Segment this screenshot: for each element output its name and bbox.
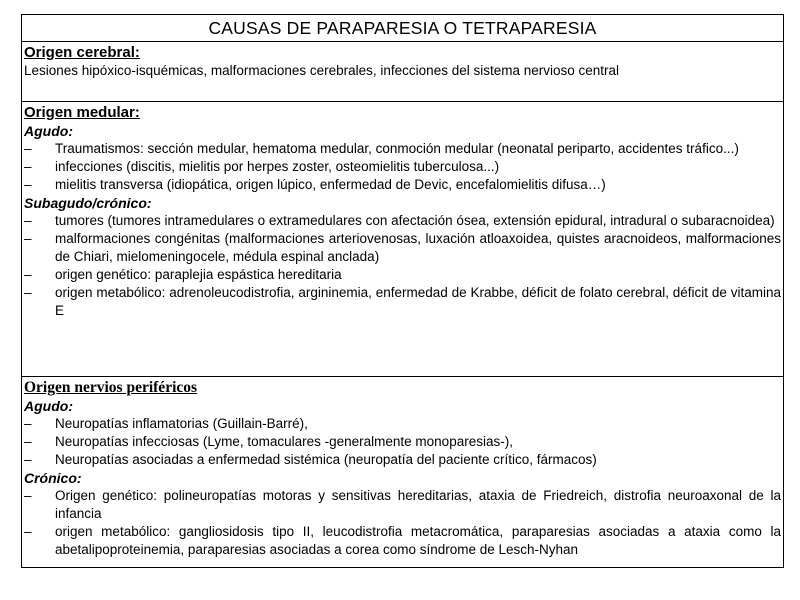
list-item — [24, 415, 781, 433]
list-item-text: tumores (tumores intramedulares o extramedulares con afectación ósea, extensión epidural, intradural o subaracnoidea) — [55, 213, 775, 228]
list-item — [24, 176, 781, 194]
list-item-text: origen genético: paraplejia espástica hereditaria — [55, 267, 342, 282]
list-item — [24, 230, 781, 266]
list-item — [24, 451, 781, 469]
table-title: CAUSAS DE PARAPARESIA O TETRAPARESIA — [22, 15, 783, 42]
list-item — [24, 487, 781, 523]
list-item — [24, 158, 781, 176]
dash-bullet: – — [24, 177, 32, 192]
section-heading-periferico: Origen nervios periféricos — [24, 379, 198, 396]
list-item-text: infecciones (discitis, mielitis por herpes zoster, osteomielitis tuberculosa...) — [55, 159, 500, 174]
dash-bullet: – — [24, 434, 32, 449]
causes-table — [21, 14, 784, 568]
list-item-text: Origen genético: polineuropatías motoras y sensitivas hereditarias, ataxia de Friedreich, distrofia neuroaxonal de la infancia — [55, 488, 781, 521]
subheading-medular-agudo: Agudo: — [24, 123, 73, 139]
dash-bullet: – — [24, 524, 32, 539]
dash-bullet: – — [24, 159, 32, 174]
list-item-text: Neuropatías inflamatorias (Guillain-Barré), — [55, 416, 308, 431]
dash-bullet: – — [24, 231, 32, 246]
section-cerebral — [22, 44, 783, 102]
list-item — [24, 212, 781, 230]
list-item-text: Neuropatías infecciosas (Lyme, tomaculares -generalmente monoparesias-), — [55, 434, 513, 449]
dash-bullet: – — [24, 452, 32, 467]
list-item-text: malformaciones congénitas (malformaciones arteriovenosas, luxación atloaxoidea, quistes aracnoideos, malformaciones de Chiari, mielomeningocele, médula espinal anclada) — [55, 231, 781, 264]
dash-bullet: – — [24, 267, 32, 282]
list-item-text: origen metabólico: adrenoleucodistrofia, argininemia, enfermedad de Krabbe, déficit de folato cerebral, déficit de vitamina E — [55, 285, 781, 318]
subheading-medular-cronico: Subagudo/crónico: — [24, 195, 152, 211]
list-item — [24, 266, 781, 284]
list-item-text: Neuropatías asociadas a enfermedad sistémica (neuropatía del paciente crítico, fármacos) — [55, 452, 597, 467]
dash-bullet: – — [24, 213, 32, 228]
section-heading-cerebral: Origen cerebral: — [24, 44, 140, 61]
dash-bullet: – — [24, 285, 32, 300]
list-item — [24, 284, 781, 320]
dash-bullet: – — [24, 488, 32, 503]
list-item-text: mielitis transversa (idiopática, origen lúpico, enfermedad de Devic, encefalomielitis difusa…) — [55, 177, 606, 192]
list-item — [24, 433, 781, 451]
section-periferico — [22, 379, 783, 575]
list-item-text: origen metabólico: gangliosidosis tipo II, leucodistrofia metacromática, paraparesias asociadas a ataxia como la abetalipoproteinemia, paraparesias asociadas a corea como síndrome de Lesch-Nyhan — [55, 524, 781, 557]
list-item — [24, 140, 781, 158]
cerebral-causes-text: Lesiones hipóxico-isquémicas, malformaciones cerebrales, infecciones del sistema nervioso central — [24, 63, 620, 78]
dash-bullet: – — [24, 141, 32, 156]
subheading-periferico-cronico: Crónico: — [24, 470, 82, 486]
list-item-text: Traumatismos: sección medular, hematoma medular, conmoción medular (neonatal periparto, accidentes tráfico...) — [55, 141, 739, 156]
subheading-periferico-agudo: Agudo: — [24, 398, 73, 414]
section-heading-medular: Origen medular: — [24, 104, 140, 121]
list-item — [24, 523, 781, 559]
section-medular — [22, 104, 783, 377]
dash-bullet: – — [24, 416, 32, 431]
